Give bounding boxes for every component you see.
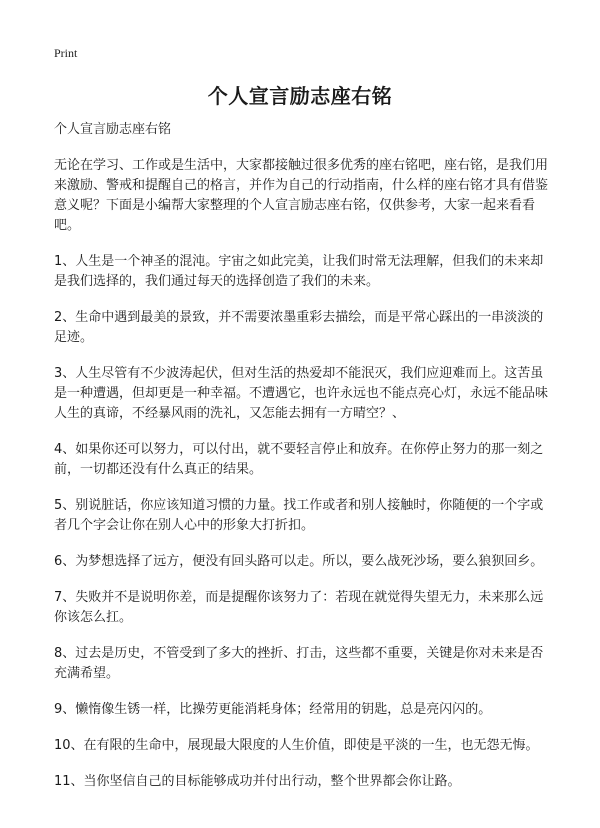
motto-item: 8、过去是历史，不管受到了多大的挫折、打击，这些都不重要，关键是你对未来是否充满希望。: [54, 646, 544, 681]
print-link[interactable]: Print: [54, 46, 78, 60]
motto-item: 1、人生是一个神圣的混沌。宇宙之如此完美，让我们时常无法理解，但我们的未来却是我们选择的，我们通过每天的选择创造了我们的未来。: [54, 254, 544, 289]
motto-item: 10、在有限的生命中，展现最大限度的人生价值，即使是平淡的一生，也无怨无悔。: [54, 738, 539, 753]
motto-item: 2、生命中遇到最美的景致，并不需要浓墨重彩去描绘，而是平常心踩出的一串淡淡的足迹。: [54, 310, 544, 345]
page-title: 个人宣言励志座右铭: [207, 84, 393, 108]
intro-paragraph: 无论在学习、工作或是生活中，大家都接触过很多优秀的座右铭吧，座右铭，是我们用来激励、警戒和提醒自己的格言，并作为自己的行动指南，什么样的座右铭才具有借鉴意义呢？下面是小编帮大家整理的个人宣言励志座右铭，仅供参考，大家一起来看看吧。: [54, 158, 549, 233]
article-subtitle: 个人宣言励志座右铭: [54, 122, 172, 137]
motto-item: 11、当你坚信自己的目标能够成功并付出行动，整个世界都会你让路。: [54, 774, 461, 789]
motto-item: 6、为梦想选择了远方，便没有回头路可以走。所以，要么战死沙场，要么狼狈回乡。: [54, 554, 544, 569]
motto-item: 9、懒惰像生锈一样，比操劳更能消耗身体；经常用的钥匙，总是亮闪闪的。: [54, 702, 492, 717]
motto-item: 3、人生尽管有不少波涛起伏，但对生活的热爱却不能泯灭，我们应迎难而上。这苦虽是一种遭遇，但却更是一种幸福。不遭遇它，也许永远也不能点亮心灯，永远不能品味人生的真谛，不经暴风雨的洗礼，又怎能去拥有一方晴空？、: [54, 366, 549, 421]
motto-item: 5、别说脏话，你应该知道习惯的力量。找工作或者和别人接触时，你随便的一个字或者几个字会让你在别人心中的形象大打折扣。: [54, 498, 544, 533]
article-body: [54, 120, 550, 808]
motto-item: 4、如果你还可以努力，可以付出，就不要轻言停止和放弃。在你停止努力的那一刻之前，一切都还没有什么真正的结果。: [54, 442, 544, 477]
motto-item: 7、失败并不是说明你差，而是提醒你该努力了：若现在就觉得失望无力，未来那么远你该怎么扛。: [54, 590, 544, 625]
